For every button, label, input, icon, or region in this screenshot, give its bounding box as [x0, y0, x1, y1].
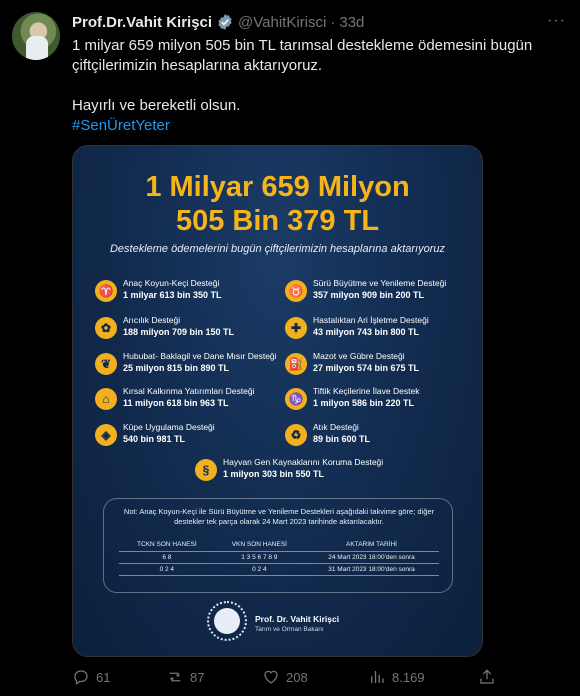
schedule-table [119, 539, 439, 576]
support-value: 357 milyon 909 bin 200 TL [313, 290, 425, 300]
graphic-headline: 505 Bin 379 TL [175, 205, 380, 237]
views-button[interactable] [368, 668, 425, 686]
views-count: 8.169 [392, 669, 425, 685]
table-cell: 31 Mart 2023 18:00'den sonra [304, 563, 439, 575]
retweet-icon [166, 668, 184, 686]
support-value: 1 milyon 586 bin 220 TL [313, 398, 415, 408]
fuel-icon: ⛽ [285, 353, 307, 375]
support-label: Sürü Büyütme ve Yenileme Desteği [313, 278, 447, 288]
wheat-icon: ❦ [95, 353, 117, 375]
like-count: 208 [286, 669, 308, 685]
dna-icon: § [195, 459, 217, 481]
support-item [285, 278, 446, 302]
rural-icon: ⌂ [95, 388, 117, 410]
table-row [119, 551, 439, 563]
reply-count: 61 [96, 669, 111, 685]
tweet-text-line: 1 milyar 659 milyon 505 bin TL tarımsal destekleme ödemesini bugün [72, 37, 533, 54]
support-item [285, 386, 419, 410]
health-icon: ✚ [285, 317, 307, 339]
tweet-actions [72, 668, 498, 690]
support-item [285, 351, 419, 375]
minister-title: Tarım ve Orman Bakanı [255, 626, 324, 633]
reply-button[interactable] [72, 668, 110, 686]
tweet-header [72, 12, 364, 32]
avatar[interactable] [12, 12, 60, 60]
support-label: Mazot ve Gübre Desteği [313, 351, 405, 361]
schedule-note: Not: Anaç Koyun-Keçi ile Sürü Büyütme ve Yenileme Destekleri aşağıdaki takvime göre; diğer destekler tek parça olarak 24 Mart 2023 tarihinde aktarılacaktır. [123, 507, 435, 526]
tweet-text-line: çiftçilerimizin hesaplarına aktarıyoruz. [72, 57, 323, 74]
support-label: Hayvan Gen Kaynaklarını Koruma Desteği [223, 457, 384, 467]
support-label: Küpe Uygulama Desteği [123, 422, 215, 432]
ear-tag-icon: ◈ [95, 424, 117, 446]
reply-icon [72, 668, 90, 686]
support-value: 188 milyon 709 bin 150 TL [123, 327, 235, 337]
support-item [95, 386, 254, 410]
table-cell: 24 Mart 2023 18:00'den sonra [304, 551, 439, 563]
graphic-subtitle: Destekleme ödemelerini bugün çiftçilerimizin hesaplarına aktarıyoruz [109, 243, 446, 255]
table-cell: 0 2 4 [119, 563, 215, 575]
support-label: Anaç Koyun-Keçi Desteği [123, 278, 220, 288]
share-icon [478, 668, 496, 686]
table-header-row [119, 539, 439, 551]
tweet-media-image[interactable] [72, 145, 483, 657]
support-value: 1 milyar 613 bin 350 TL [123, 290, 222, 300]
table-row [119, 563, 439, 575]
hashtag-link[interactable]: #SenÜretYeter [72, 117, 170, 134]
support-value: 25 milyon 815 bin 890 TL [123, 363, 230, 373]
herd-icon: ♉ [285, 280, 307, 302]
column-header: TCKN SON HANESİ [119, 539, 215, 551]
support-value: 540 bin 981 TL [123, 434, 186, 444]
support-label: Hastalıktan Ari İşletme Desteği [313, 315, 429, 325]
verified-badge-icon [216, 13, 234, 31]
support-item [95, 422, 215, 446]
support-item [285, 315, 429, 339]
support-item [95, 351, 277, 375]
support-label: Tiftik Keçilerine İlave Destek [313, 386, 420, 396]
schedule-note-box [103, 498, 453, 593]
support-label: Hububat- Baklagil ve Dane Mısır Desteği [123, 351, 277, 361]
table-cell: 1 3 5 6 7 8 9 [215, 551, 304, 563]
tweet-text [72, 36, 562, 136]
retweet-button[interactable] [166, 668, 204, 686]
support-value: 43 milyon 743 bin 800 TL [313, 327, 420, 337]
support-item [195, 457, 383, 481]
share-button[interactable] [478, 668, 496, 686]
like-button[interactable] [262, 668, 308, 686]
support-label: Arıcılık Desteği [123, 315, 181, 325]
graphic-headline: 1 Milyar 659 Milyon [145, 171, 410, 203]
ministry-logo-icon [207, 601, 247, 641]
support-value: 1 milyon 303 bin 550 TL [223, 469, 325, 479]
tweet-timestamp[interactable]: 33d [339, 13, 365, 31]
goat-icon: ♑ [285, 388, 307, 410]
heart-icon [262, 668, 280, 686]
support-value: 89 bin 600 TL [313, 434, 371, 444]
support-label: Kırsal Kalkınma Yatırımları Desteği [123, 386, 255, 396]
author-name[interactable]: Prof.Dr.Vahit Kirişci [72, 13, 213, 31]
bee-icon: ✿ [95, 317, 117, 339]
support-item [285, 422, 370, 446]
retweet-count: 87 [190, 669, 205, 685]
sheep-icon: ♈ [95, 280, 117, 302]
waste-icon: ♻ [285, 424, 307, 446]
tweet-text-line: Hayırlı ve bereketli olsun. [72, 97, 241, 114]
column-header: AKTARIM TARİHİ [304, 539, 439, 551]
support-label: Atık Desteği [313, 422, 359, 432]
support-value: 11 milyon 618 bin 963 TL [123, 398, 229, 408]
support-item [95, 315, 234, 339]
table-cell: 0 2 4 [215, 563, 304, 575]
separator-dot: · [330, 13, 336, 31]
more-options-icon[interactable]: ··· [547, 12, 566, 29]
support-value: 27 milyon 574 bin 675 TL [313, 363, 420, 373]
column-header: VKN SON HANESİ [215, 539, 304, 551]
table-cell: 6 8 [119, 551, 215, 563]
minister-name: Prof. Dr. Vahit Kirişci [255, 614, 340, 624]
views-icon [368, 668, 386, 686]
author-handle[interactable]: @VahitKirisci [238, 13, 327, 31]
support-item [95, 278, 222, 302]
